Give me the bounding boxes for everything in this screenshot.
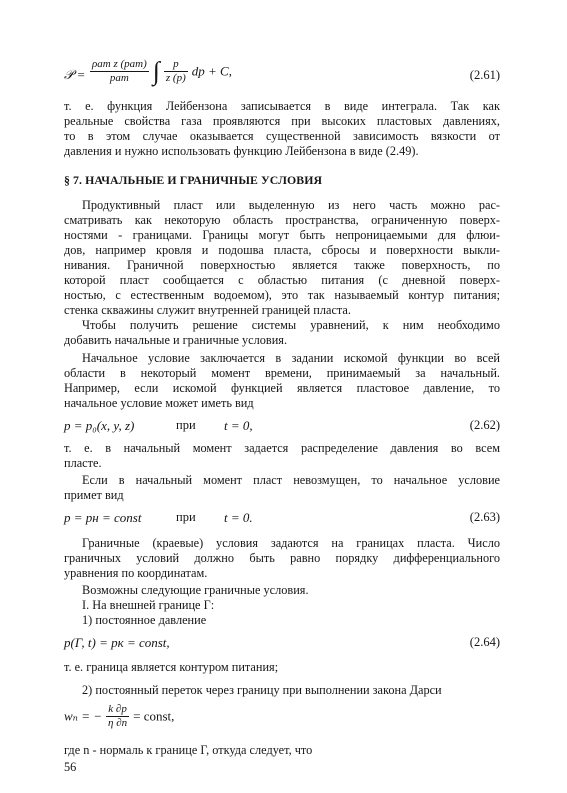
text-line: Чтобы получить решение системы уравнений, к ним необходимо xyxy=(82,318,500,332)
equation-condition: t = 0. xyxy=(224,510,253,525)
equation-2-64 xyxy=(64,635,500,653)
equation-number: (2.61) xyxy=(469,68,500,82)
text-line: т. е. граница является контуром питания; xyxy=(64,660,279,674)
equation-body xyxy=(90,58,232,85)
text-line: Граничные (краевые) условия задаются на границах пласта. Число xyxy=(82,536,500,550)
equation-condition: t = 0, xyxy=(224,418,253,433)
equation-2-63 xyxy=(64,510,500,528)
equation-2-61 xyxy=(64,58,500,94)
text-line: которой пласт сообщается с областью питания (с дневной поверх- xyxy=(64,273,500,287)
page-number: 56 xyxy=(64,760,77,774)
equation-lhs: 𝒫 = xyxy=(64,67,86,82)
fraction-denominator: z (p) xyxy=(165,72,186,84)
section-heading: § 7. НАЧАЛЬНЫЕ И ГРАНИЧНЫЕ УСЛОВИЯ xyxy=(64,173,323,187)
integral-sign: ∫ xyxy=(152,56,160,86)
equation-connector: при xyxy=(176,418,196,432)
fraction xyxy=(90,58,149,85)
fraction-denominator: η ∂n xyxy=(107,717,128,729)
text-line: нивания. Граничной поверхностью является также поверхность, по xyxy=(64,258,500,272)
equation-lhs: wₙ = − xyxy=(64,708,102,724)
text-line: стенка скважины служит внутренней границей пласта. xyxy=(64,303,351,317)
text-line: уравнения по координатам. xyxy=(64,566,208,580)
text-line: пласте. xyxy=(64,456,102,470)
equation-rhs: = const, xyxy=(133,708,175,724)
text-line: где n - нормаль к границе Г, откуда следует, что xyxy=(64,743,313,757)
text-line: Начальное условие заключается в задании искомой функции во всей xyxy=(82,351,500,365)
text-line: I. На внешней границе Г: xyxy=(82,598,215,612)
text-line: давления и нужно использовать функцию Лейбензона в виде (2.49). xyxy=(64,144,419,158)
equation-number: (2.63) xyxy=(469,510,500,524)
text-line: Если в начальный момент пласт невозмущен, то начальное условие xyxy=(82,473,500,487)
equation-lhs: p = p₀(x, y, z) xyxy=(64,418,135,433)
text-line: Например, если искомой функцией является пластовое давление, то xyxy=(64,381,500,395)
fraction-numerator: ρат z (pат) xyxy=(92,58,147,70)
text-line: дов, например кровля и подошва пласта, сбросы и поверхности выкли- xyxy=(64,243,500,257)
text-line: т. е. функция Лейбензона записывается в виде интеграла. Так как xyxy=(64,99,500,113)
fraction-denominator: pат xyxy=(109,72,129,84)
text-line: реальные свойства газа проявляются при высоких пластовых давлениях, xyxy=(64,114,500,128)
text-line: добавить начальные и граничные условия. xyxy=(64,333,288,347)
text-line: Возможны следующие граничные условия. xyxy=(82,583,309,597)
text-line: то в этом случае оказывается существенной зависимость вязкости от xyxy=(64,129,500,143)
text-line: т. е. в начальный момент задается распределение давления во всем xyxy=(64,441,500,455)
text-line: граничных условий должно быть равно порядку дифференциального xyxy=(64,551,500,565)
fraction xyxy=(164,58,188,85)
text-line: ностью, с естественным водоемом), это так называемый контур питания; xyxy=(64,288,500,302)
text-line: Продуктивный пласт или выделенную из него часть можно рас- xyxy=(82,198,500,212)
text-line: области в некоторый момент времени, принимаемый за начальный. xyxy=(64,366,500,380)
text-line: 1) постоянное давление xyxy=(82,613,207,627)
equation-tail: dp + C, xyxy=(191,63,232,79)
text-line: начальное условие может иметь вид xyxy=(64,396,254,410)
fraction-numerator: p xyxy=(164,58,188,72)
equation-connector: при xyxy=(176,510,196,524)
equation-number: (2.64) xyxy=(469,635,500,649)
text-line: сматривать как некоторую область пространства, ограниченную поверх- xyxy=(64,213,500,227)
equation-darcy-flow xyxy=(64,703,364,737)
text-line: примет вид xyxy=(64,488,124,502)
fraction xyxy=(106,703,129,730)
fraction-numerator: k ∂p xyxy=(106,703,129,717)
equation-lhs: p(Г, t) = pк = const, xyxy=(64,635,170,650)
equation-lhs: p = pн = const xyxy=(64,510,142,525)
equation-number: (2.62) xyxy=(469,418,500,432)
equation-2-62 xyxy=(64,418,500,436)
text-line: ностями - границами. Границы могут быть непроницаемыми для флюи- xyxy=(64,228,500,242)
text-line: 2) постоянный переток через границу при выполнении закона Дарси xyxy=(82,683,442,697)
